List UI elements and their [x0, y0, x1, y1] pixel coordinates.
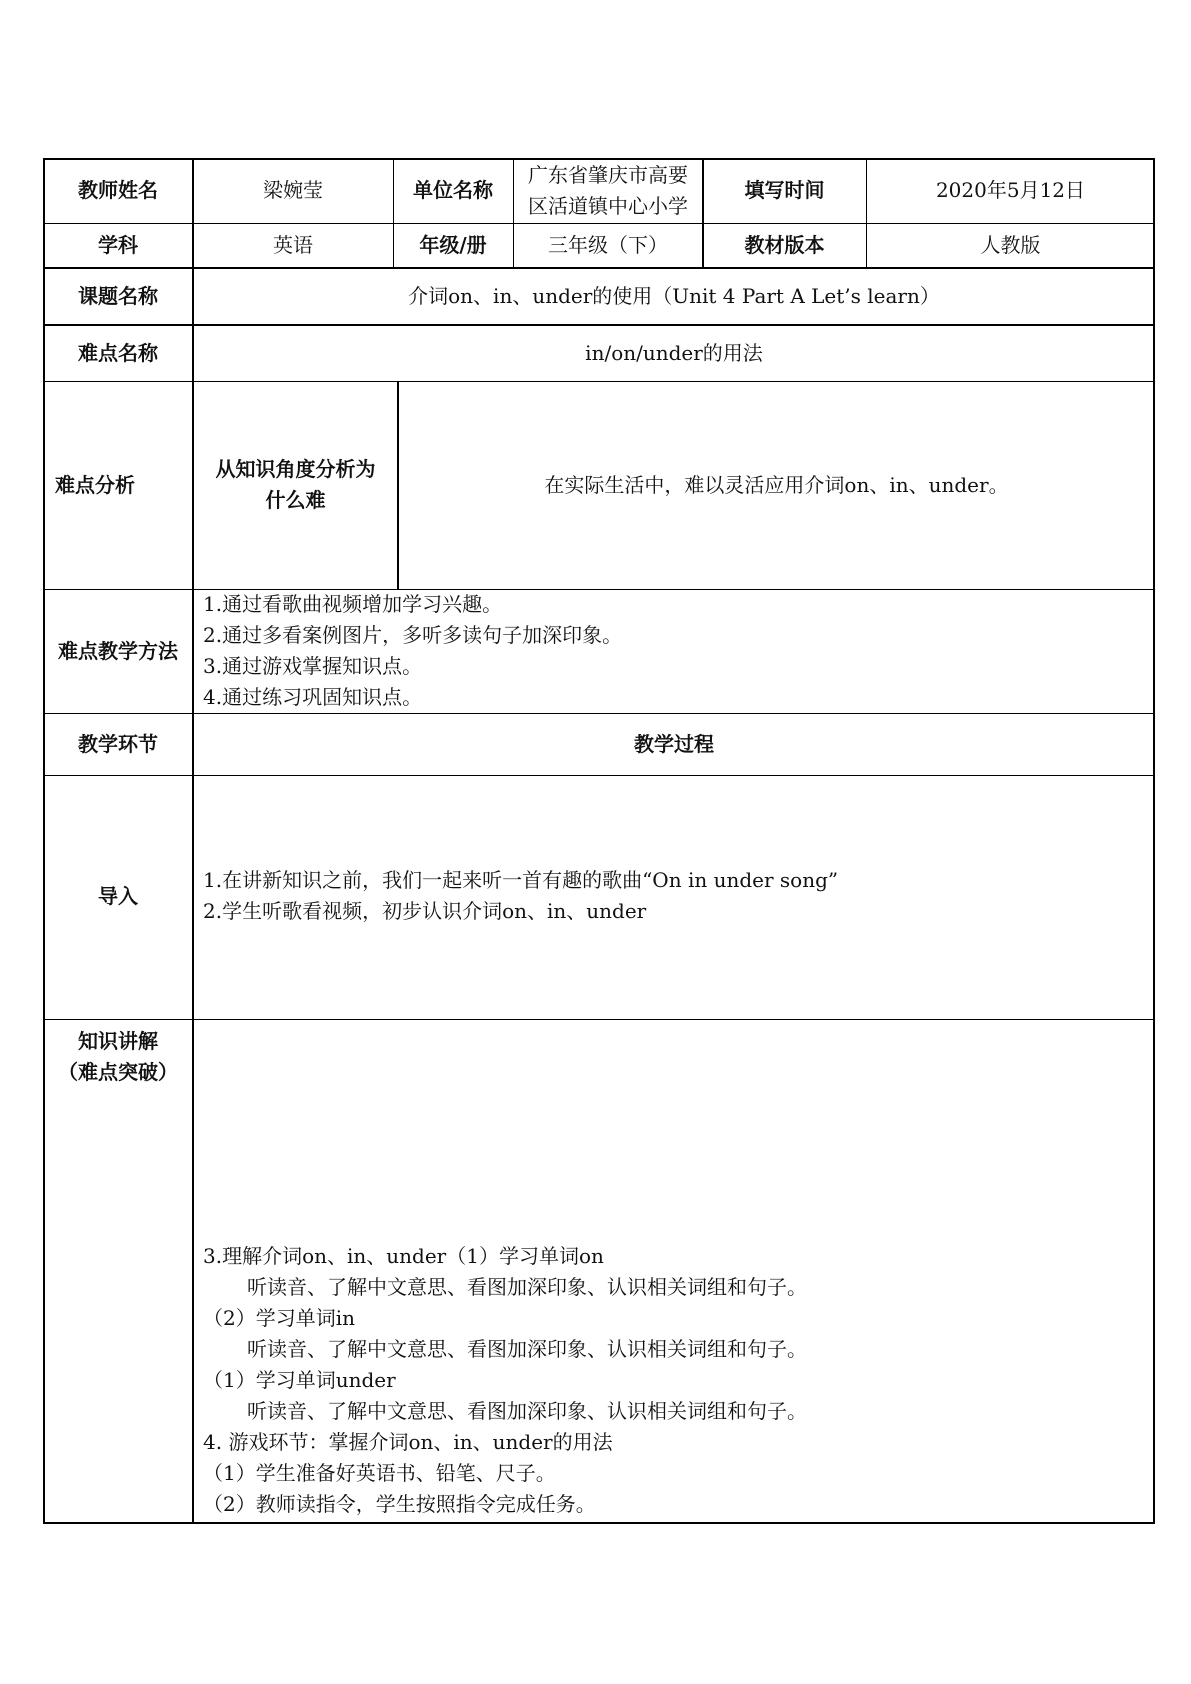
column-divider: [192, 158, 194, 1524]
column-divider: [866, 158, 867, 268]
lesson-plan-table: [43, 158, 1155, 1524]
table-border-left: [43, 158, 45, 1524]
table-border-right: [1153, 158, 1155, 1524]
grade-label: 年级/册: [419, 233, 487, 257]
table-border-top: [43, 158, 1155, 160]
analysis-value: 在实际生活中，难以灵活应用介词on、in、under。: [544, 472, 1009, 497]
analysis-sub-label: [193, 381, 398, 589]
intro-label: 导入: [98, 883, 138, 908]
column-divider: [393, 158, 394, 268]
table-border-bottom: [43, 1522, 1155, 1524]
teaching-stage-label: 教学环节: [78, 731, 158, 756]
unit-name-line-1: 广东省肇庆市高要: [528, 162, 688, 187]
unit-name-value: [513, 158, 703, 223]
teacher-name-value: 梁婉莹: [263, 178, 323, 202]
difficulty-value: in/on/under的用法: [585, 340, 763, 365]
intro-line: 1.在讲新知识之前，我们一起来听一首有趣的歌曲“On in under song”: [203, 868, 839, 892]
explain-line: 听读音、了解中文意思、看图加深印象、认识相关词组和句子。: [247, 1399, 807, 1423]
explain-line: （2）学习单词in: [203, 1306, 356, 1330]
row-divider: [43, 324, 1155, 326]
explain-line: 听读音、了解中文意思、看图加深印象、认识相关词组和句子。: [247, 1337, 807, 1361]
explain-line: （1）学习单词under: [203, 1368, 396, 1392]
topic-label: 课题名称: [78, 284, 158, 308]
fill-date-label: 填写时间: [744, 178, 825, 202]
unit-name-line-2: 区活道镇中心小学: [528, 193, 688, 218]
intro-content: [203, 775, 1153, 1017]
row-divider: [43, 589, 1155, 590]
fill-date-value: 2020年5月12日: [935, 178, 1086, 202]
row-divider: [43, 775, 1155, 776]
difficulty-label: 难点名称: [78, 340, 158, 365]
edition-label: 教材版本: [744, 233, 825, 257]
intro-line: 2.学生听歌看视频，初步认识介词on、in、under: [203, 899, 647, 923]
methods-list: [203, 589, 1153, 713]
methods-item: 1.通过看歌曲视频增加学习兴趣。: [203, 592, 503, 616]
analysis-sub-label-line-1: 从知识角度分析为: [215, 457, 376, 481]
explain-line: 3.理解介词on、in、under（1）学习单词on: [203, 1244, 604, 1268]
topic-value: 介词on、in、under的使用（Unit 4 Part A Let’s learn）: [408, 284, 940, 308]
subject-value: 英语: [273, 233, 313, 257]
explain-line: 听读音、了解中文意思、看图加深印象、认识相关词组和句子。: [247, 1275, 807, 1299]
row-divider: [43, 1019, 1155, 1020]
methods-item: 2.通过多看案例图片，多听多读句子加深印象。: [203, 623, 623, 647]
grade-value: 三年级（下）: [548, 233, 668, 257]
explain-label: [43, 1020, 193, 1524]
analysis-label: 难点分析: [55, 472, 135, 497]
column-divider: [513, 158, 514, 268]
explain-line: （1）学生准备好英语书、铅笔、尺子。: [203, 1461, 556, 1485]
explain-line: 4. 游戏环节：掌握介词on、in、under的用法: [203, 1430, 613, 1454]
edition-value: 人教版: [980, 233, 1041, 257]
subject-label: 学科: [98, 233, 138, 257]
explain-label-line-1: 知识讲解: [78, 1029, 158, 1053]
row-divider: [43, 223, 1155, 224]
row-divider: [43, 713, 1155, 714]
analysis-sub-label-line-2: 什么难: [265, 488, 326, 512]
explain-content: [203, 1241, 1153, 1524]
row-divider: [43, 381, 1155, 382]
teaching-process-label: 教学过程: [634, 731, 714, 756]
column-divider: [397, 381, 399, 589]
explain-label-line-2: （难点突破）: [58, 1060, 178, 1084]
methods-item: 3.通过游戏掌握知识点。: [203, 654, 423, 678]
column-divider: [702, 158, 704, 268]
unit-name-label: 单位名称: [413, 178, 493, 202]
methods-label: 难点教学方法: [58, 638, 178, 663]
methods-item: 4.通过练习巩固知识点。: [203, 685, 423, 709]
teacher-name-label: 教师姓名: [78, 178, 158, 202]
explain-line: （2）教师读指令，学生按照指令完成任务。: [203, 1492, 596, 1516]
row-divider: [43, 267, 1155, 269]
